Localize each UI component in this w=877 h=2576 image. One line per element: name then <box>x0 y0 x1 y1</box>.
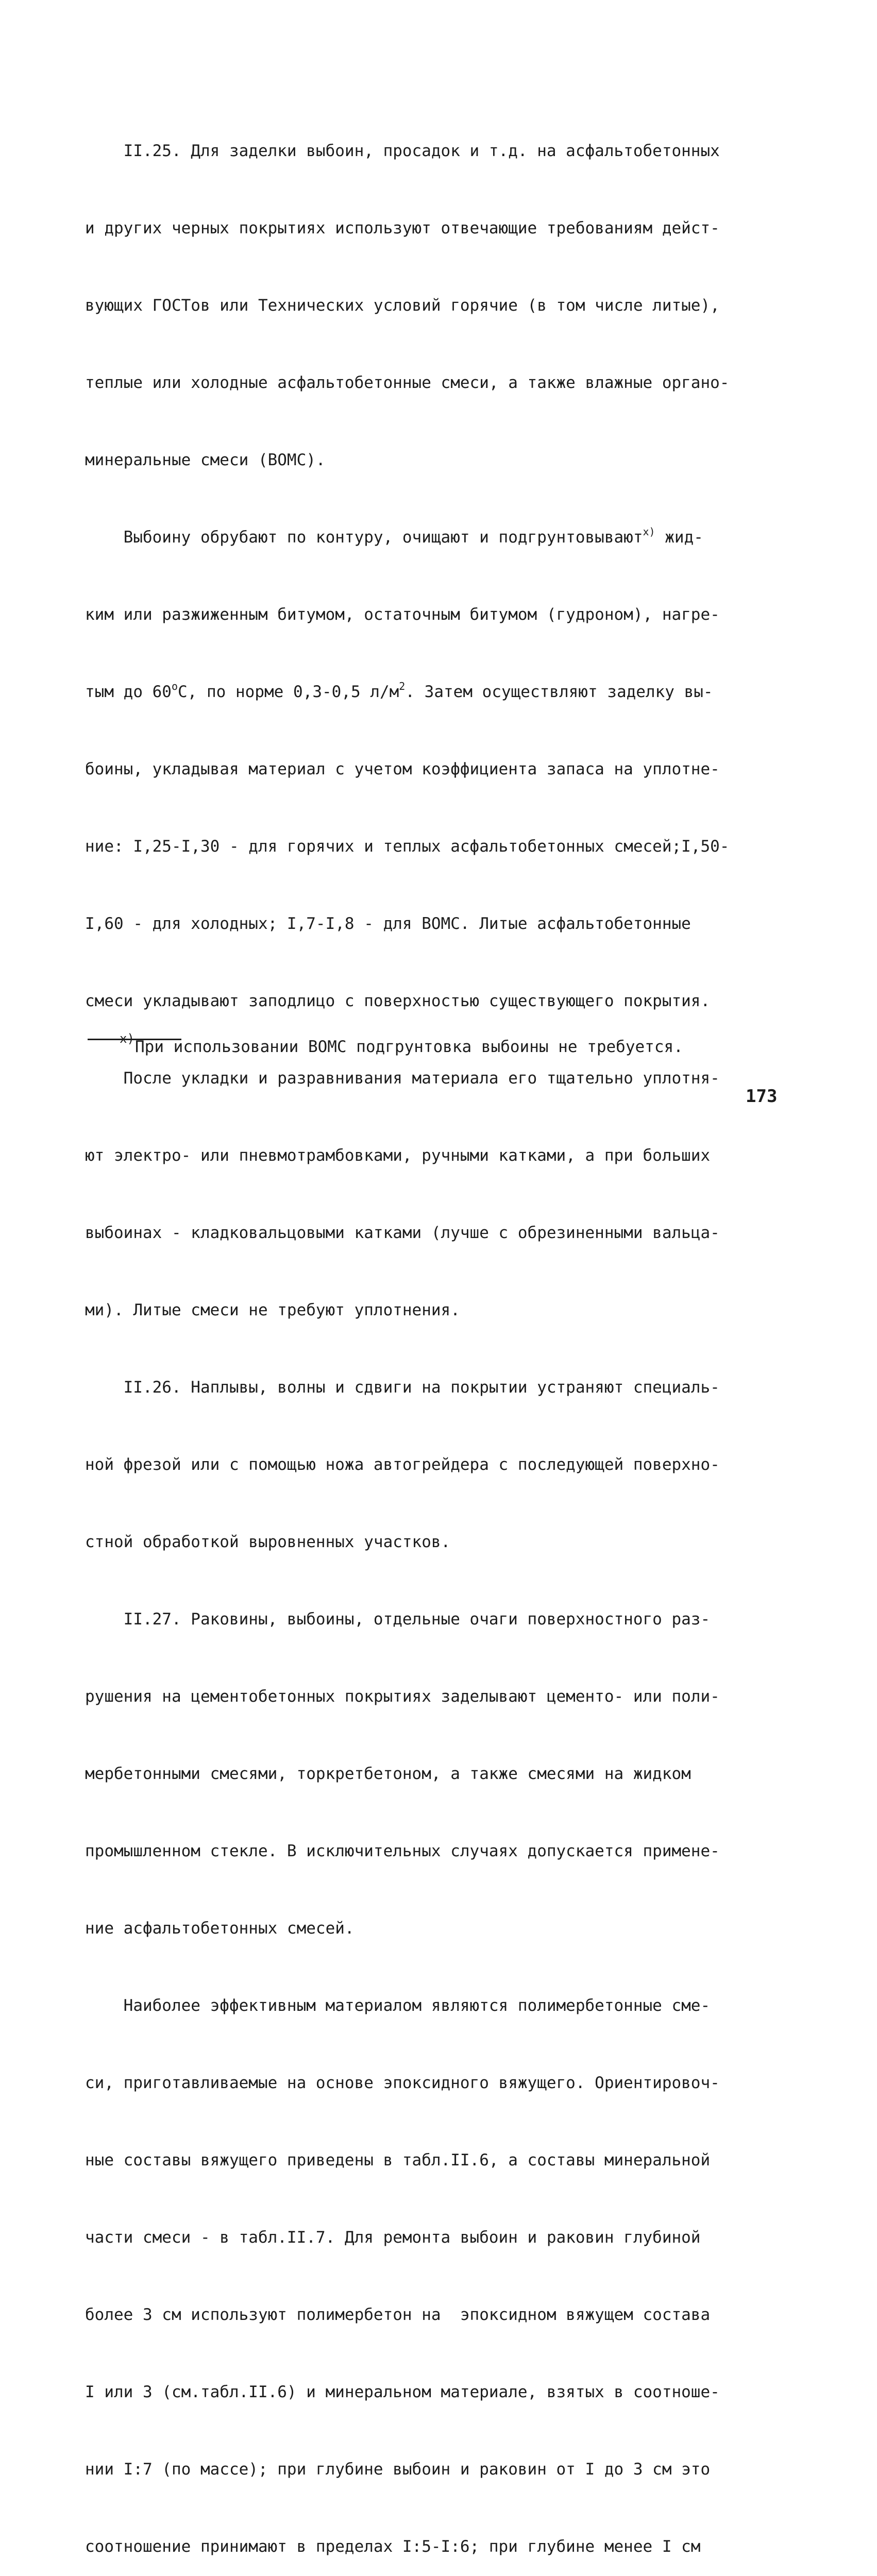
text-line: теплые или холодные асфальтобетонные смеси, а также влажные органо- <box>85 374 730 392</box>
text-line: мербетонными смесями, торкретбетоном, а также смесями на жидком <box>85 1765 691 1783</box>
text-line: I или 3 (см.табл.II.6) и минеральном материале, взятых в соотноше- <box>85 2383 720 2401</box>
text-line: минеральные смеси (ВОМС). <box>85 451 326 469</box>
text-line: соотношение принимают в пределах I:5-I:6; при глубине менее I см <box>85 2537 701 2556</box>
degree-superscript: о <box>171 680 178 692</box>
text-line: и других черных покрытиях используют отвечающие требованиям дейст- <box>85 219 720 238</box>
text-line: После укладки и разравнивания материала его тщательно уплотня- <box>85 1069 720 1088</box>
text-line-part: С, по норме 0,3-0,5 л/м <box>178 683 399 701</box>
text-line: части смеси - в табл.II.7. Для ремонта выбоин и раковин глубиной <box>85 2228 701 2247</box>
text-line: II.26. Наплывы, волны и сдвиги на покрытии устраняют специаль- <box>85 1378 720 1397</box>
text-line: стной обработкой выровненных участков. <box>85 1533 451 1551</box>
text-line: выбоинах - кладковальцовыми катками (лучше с обрезиненными вальца- <box>85 1224 720 1242</box>
text-line: ние асфальтобетонных смесей. <box>85 1919 355 1938</box>
text-line: вующих ГОСТов или Технических условий горячие (в том числе литые), <box>85 296 720 315</box>
text-line: ким или разжиженным битумом, остаточным битумом (гудроном), нагре- <box>85 605 720 624</box>
text-line: промышленном стекле. В исключительных случаях допускается примене- <box>85 1842 720 1860</box>
text-line: I,60 - для холодных; I,7-I,8 - для ВОМС. Литые асфальтобетонные <box>85 914 691 933</box>
footnote-text: При использовании ВОМС подгрунтовка выбоины не требуется. <box>135 1038 683 1056</box>
text-line: ми). Литые смеси не требуют уплотнения. <box>85 1301 460 1319</box>
text-line: нии I:7 (по массе); при глубине выбоин и раковин от I до 3 см это <box>85 2460 711 2479</box>
text-line <box>85 679 801 705</box>
text-line: II.27. Раковины, выбоины, отдельные очаги поверхностного раз- <box>85 1610 711 1629</box>
square-superscript: 2 <box>399 680 406 692</box>
text-line: си, приготавливаемые на основе эпоксидного вяжущего. Ориентировоч- <box>85 2074 720 2092</box>
text-line-part: Выбоину обрубают по контуру, очищают и подгрунтовывают <box>85 528 643 547</box>
text-line: смеси укладывают заподлицо с поверхностью существующего покрытия. <box>85 992 711 1010</box>
text-line: рушения на цементобетонных покрытиях заделывают цементо- или поли- <box>85 1687 720 1706</box>
footnote-marker: х) <box>120 1031 134 1046</box>
text-line: II.25. Для заделки выбоин, просадок и т.д. на асфальтобетонных <box>85 142 720 160</box>
text-line-part: . Затем осуществляют заделку вы- <box>405 683 713 701</box>
text-line-part: тым до 60 <box>85 683 172 701</box>
text-line: более 3 см используют полимербетон на эпоксидном вяжущем состава <box>85 2306 711 2324</box>
body-text <box>85 87 801 2576</box>
text-line: ют электро- или пневмотрамбовками, ручными катками, а при больших <box>85 1146 711 1165</box>
text-line: Наиболее эффективным материалом являются полимербетонные сме- <box>85 1996 711 2015</box>
text-line-part: жид- <box>655 528 703 547</box>
page-number: 173 <box>746 1086 778 1107</box>
text-line: боины, укладывая материал с учетом коэффициента запаса на уплотне- <box>85 760 720 778</box>
text-line: ние: I,25-I,30 - для горячих и теплых асфальтобетонных смесей;I,50- <box>85 837 730 856</box>
text-line <box>85 524 801 550</box>
text-line: ной фрезой или с помощью ножа автогрейдера с последующей поверхно- <box>85 1455 720 1474</box>
text-line: ные составы вяжущего приведены в табл.II.6, а составы минеральной <box>85 2151 711 2170</box>
footnote-reference: х) <box>643 526 655 538</box>
